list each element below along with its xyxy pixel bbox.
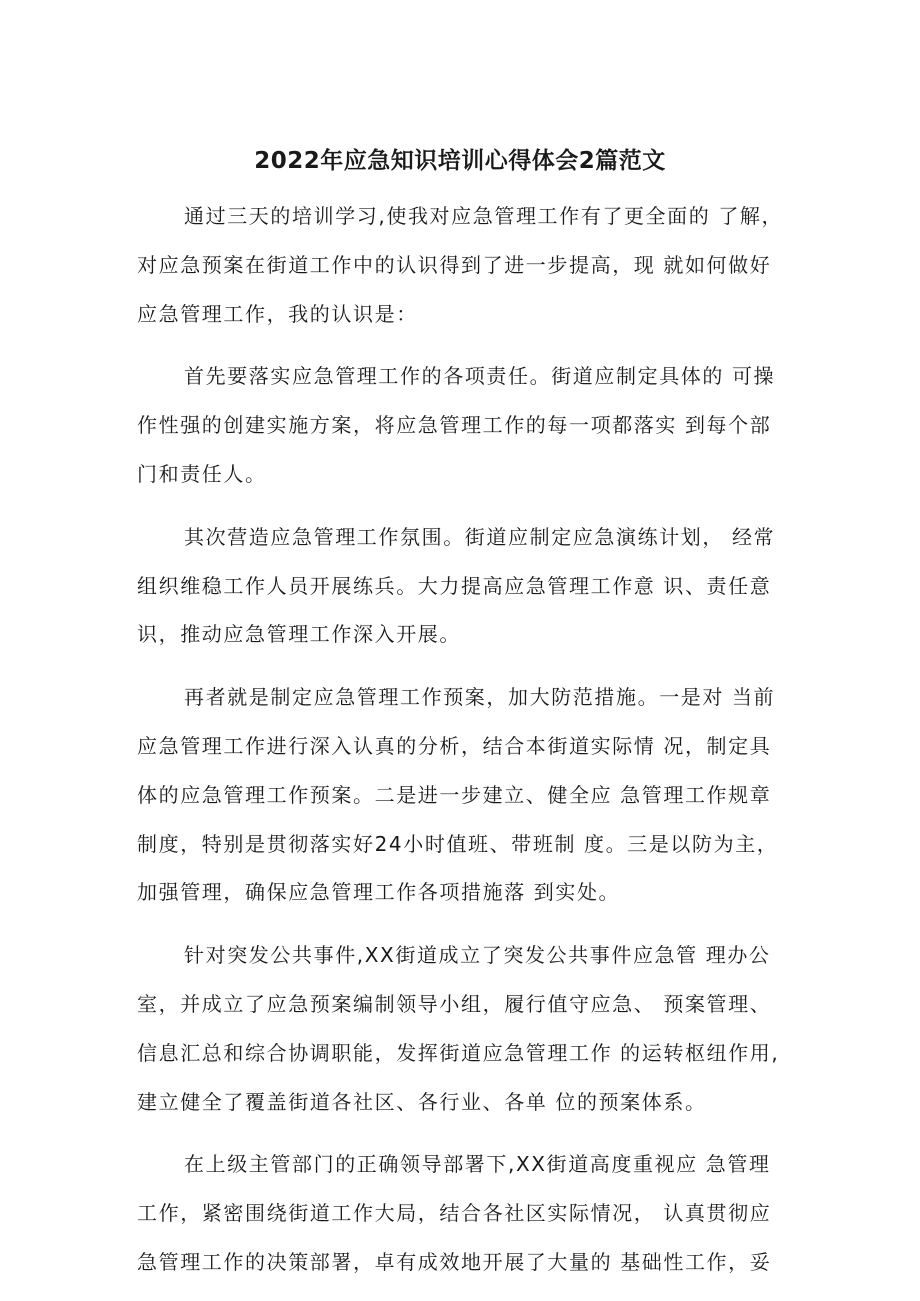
text-line: 组织维稳工作人员开展练兵。大力提高应急管理工作意 识、责任意 <box>137 573 772 598</box>
text-line: 通过三天的培训学习,使我对应急管理工作有了更全面的 了解， <box>184 204 784 228</box>
text-line: 门和责任人。 <box>137 461 267 486</box>
text-line: 首先要落实应急管理工作的各项责任。街道应制定具体的 可操 <box>184 364 776 389</box>
paragraph <box>137 1140 797 1286</box>
text-line: 在上级主管部门的正确领导部署下,XX街道高度重视应 急管理 <box>184 1152 771 1177</box>
text-line: 室，并成立了应急预案编制领导小组，履行值守应急、 预案管理、 <box>137 991 772 1016</box>
paragraph <box>137 513 797 659</box>
text-line: 对应急预案在街道工作中的认识得到了进一步提高，现 就如何做好 <box>137 252 772 277</box>
paragraph <box>137 192 797 338</box>
text-line: 体的应急管理工作预案。二是进一步建立、健全应 急管理工作规章 <box>137 782 772 807</box>
paragraph <box>137 673 797 917</box>
text-line: 作性强的创建实施方案，将应急管理工作的每一项都落实 到每个部 <box>137 413 772 438</box>
text-line: 急管理工作的决策部署，卓有成效地开展了大量的 基础性工作，妥 <box>137 1249 772 1274</box>
text-line: 识，推动应急管理工作深入开展。 <box>137 622 461 647</box>
text-line: 应急管理工作进行深入认真的分析，结合本街道实际情 况，制定具 <box>137 733 772 758</box>
document-title: 2022年应急知识培训心得体会2篇范文 <box>254 148 666 174</box>
text-line: 工作，紧密围绕街道工作大局，结合各社区实际情况， 认真贯彻应 <box>137 1201 772 1226</box>
text-line: 建立健全了覆盖街道各社区、各行业、各单 位的预案体系。 <box>137 1089 707 1114</box>
text-line: 制度，特别是贯彻落实好24小时值班、带班制 度。三是以防为主， <box>137 831 779 856</box>
text-line: 加强管理，确保应急管理工作各项措施落 到实处。 <box>137 880 621 905</box>
paragraph <box>137 352 797 498</box>
text-line: 应急管理工作，我的认识是： <box>137 301 418 326</box>
text-line: 针对突发公共事件,XX街道成立了突发公共事件应急管 理办公 <box>184 943 771 968</box>
text-line: 再者就是制定应急管理工作预案，加大防范措施。一是对 当前 <box>184 685 776 710</box>
paragraph <box>137 931 797 1126</box>
text-line: 信息汇总和综合协调职能，发挥街道应急管理工作 的运转枢纽作用, <box>137 1040 780 1065</box>
document-body <box>137 192 797 1301</box>
text-line: 其次营造应急管理工作氛围。街道应制定应急演练计划， 经常 <box>184 524 776 549</box>
